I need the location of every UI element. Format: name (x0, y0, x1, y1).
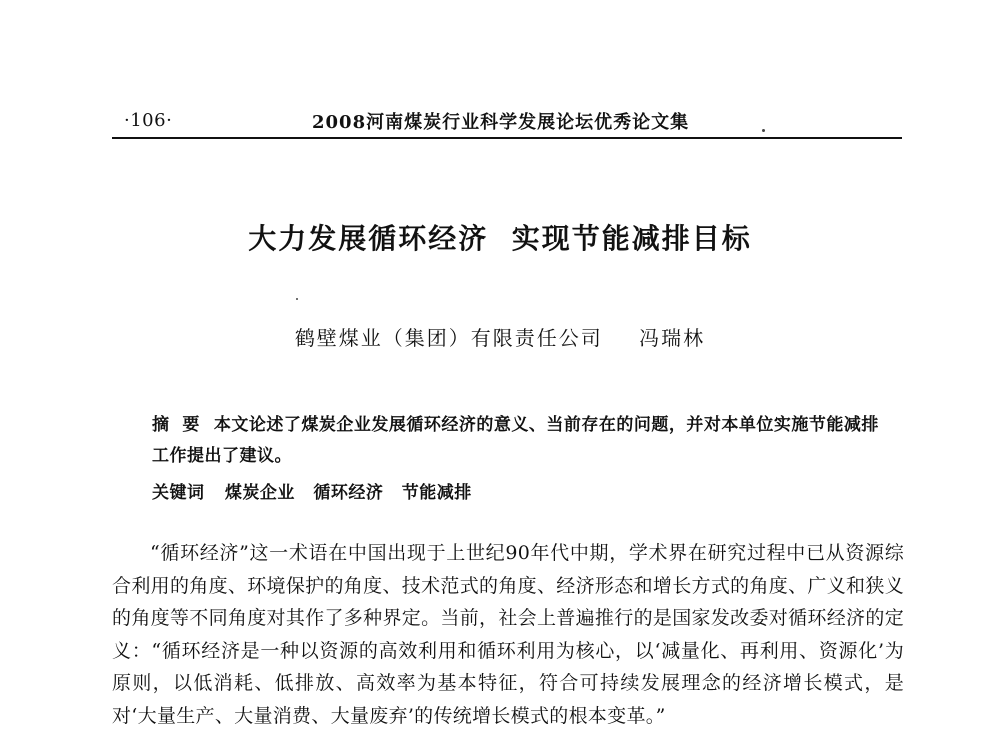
header-rule (112, 137, 902, 139)
scan-speck (296, 298, 298, 300)
byline (0, 322, 1000, 351)
author-name: 冯瑞林 (639, 326, 706, 350)
keywords (152, 478, 892, 503)
keyword-item: 节能减排 (401, 483, 472, 503)
abstract-label: 摘 要 (152, 415, 200, 435)
scan-speck (762, 129, 765, 132)
keyword-item: 循环经济 (313, 483, 384, 503)
author-organization: 鹤壁煤业（集团）有限责任公司 (294, 326, 603, 350)
keywords-label: 关键词 (152, 483, 205, 503)
page-number: ·106· (124, 110, 173, 131)
body-paragraph: “循环经济”这一术语在中国出现于上世纪90年代中期，学术界在研究过程中已从资源综合利用的角度、环境保护的角度、技术范式的角度、经济形态和增长方式的角度、广义和狭义的角度等不同角度对其作了多种界定。当前，社会上普遍推行的是国家发改委对循环经济的定义：“循环经济是一种以资源的高效利用和循环利用为核心，以‘减量化、再利用、资源化’为原则，以低消耗、低排放、高效率为基本特征，符合可持续发展理念的经济增长模式，是对‘大量生产、大量消费、大量废弃’的传统增长模式的根本变革。” (112, 542, 904, 727)
abstract (152, 410, 892, 472)
article-title: 大力发展循环经济 实现节能减排目标 (248, 222, 752, 255)
abstract-text: 本文论述了煤炭企业发展循环经济的意义、当前存在的问题，并对本单位实施节能减排工作提出了建议。 (152, 415, 879, 466)
keyword-item: 煤炭企业 (224, 483, 295, 503)
running-header (112, 108, 902, 138)
collection-title: 2008河南煤炭行业科学发展论坛优秀论文集 (312, 112, 690, 133)
